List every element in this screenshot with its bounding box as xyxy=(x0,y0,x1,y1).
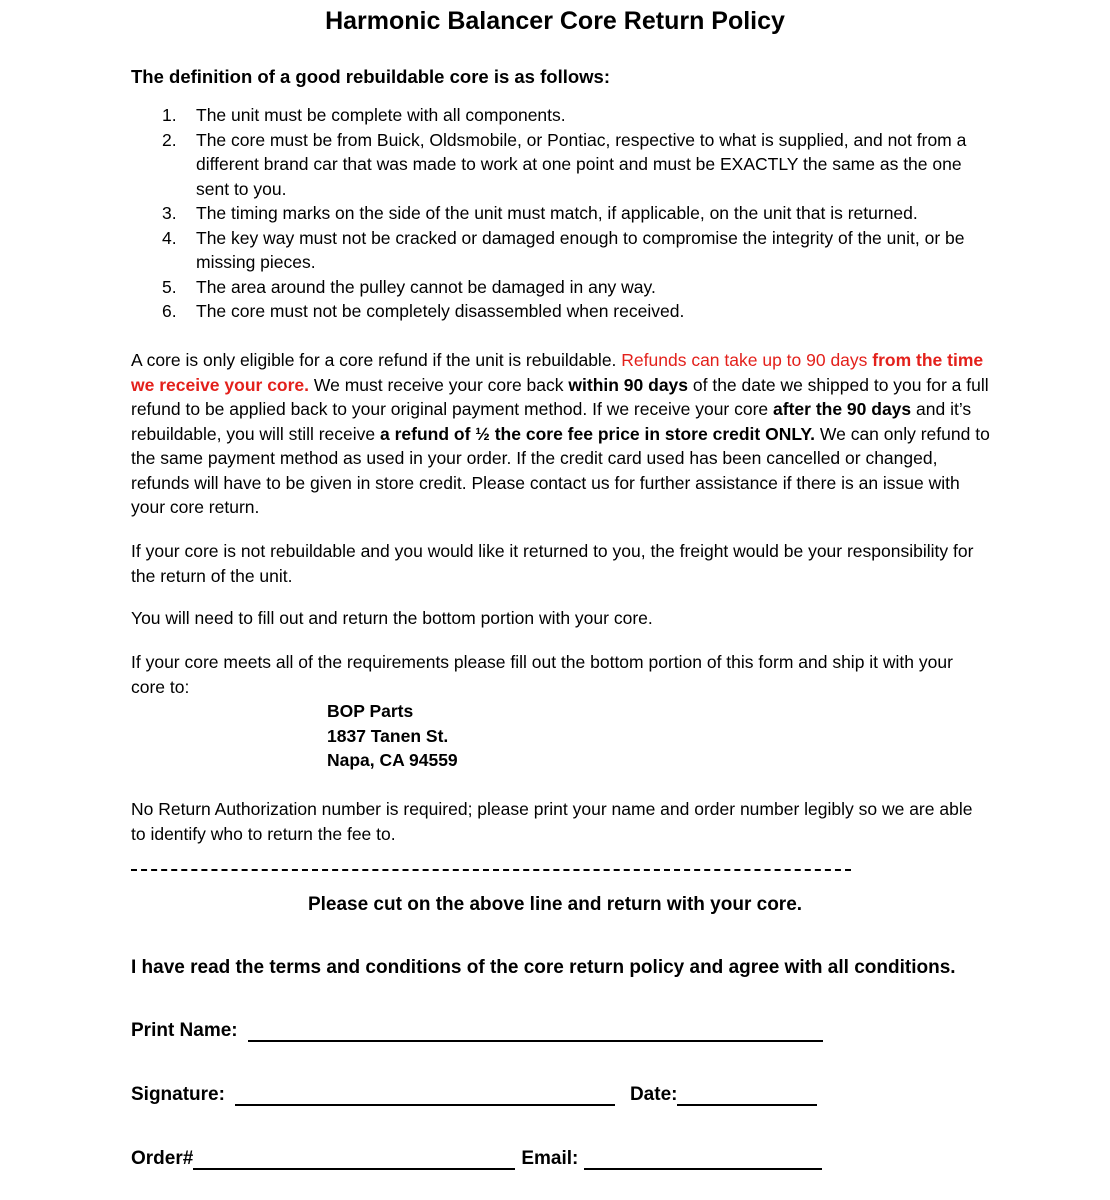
definition-heading: The definition of a good rebuildable core is as follows: xyxy=(131,66,610,87)
signature-row xyxy=(131,1082,817,1108)
no-ra-paragraph: No Return Authorization number is required; please print your name and order number legibly so we are able to identify who to return the fee to. xyxy=(131,799,973,844)
refund-timing-bold-highlight: from the time we receive your core. xyxy=(131,350,984,395)
list-item xyxy=(162,128,992,202)
refund-text: of the date we shipped to you for a full refund to be applied back to your original payment method. If we receive your core xyxy=(131,374,989,419)
refund-paragraph xyxy=(131,348,991,520)
signature-field[interactable] xyxy=(235,1086,615,1106)
print-name-label: Print Name: xyxy=(131,1020,238,1041)
agreement-statement: I have read the terms and conditions of the core return policy and agree with all conditions. xyxy=(131,957,956,978)
refund-timing-highlight: Refunds can take up to 90 days xyxy=(621,350,873,370)
address-city: Napa, CA 94559 xyxy=(327,750,458,770)
item-text: The area around the pulley cannot be damaged in any way. xyxy=(196,276,656,297)
page-title: Harmonic Balancer Core Return Policy xyxy=(325,7,785,35)
cut-line xyxy=(131,869,851,871)
address-name: BOP Parts xyxy=(327,701,414,721)
refund-deadline: within 90 days xyxy=(568,374,689,395)
list-item xyxy=(162,201,992,226)
list-item xyxy=(162,275,992,300)
address-street: 1837 Tanen St. xyxy=(327,725,449,746)
email-label: Email: xyxy=(521,1148,579,1169)
refund-text: A core is only eligible for a core refund if the unit is rebuildable. xyxy=(131,350,622,370)
item-text: The core must be from Buick, Oldsmobile, or Pontiac, respective to what is supplied, and not from a different brand car that was made to work at one point and must be EXACTLY the same as the one sent to you. xyxy=(196,129,967,199)
item-text: The timing marks on the side of the unit must match, if applicable, on the unit that is returned. xyxy=(196,203,918,223)
signature-label: Signature: xyxy=(131,1084,225,1105)
shipping-address xyxy=(327,699,458,773)
order-row xyxy=(131,1146,822,1172)
item-number: 2. xyxy=(162,129,177,150)
order-number-field[interactable] xyxy=(193,1150,515,1170)
refund-late-condition: after the 90 days xyxy=(773,399,912,419)
date-field[interactable] xyxy=(677,1086,817,1106)
item-number: 6. xyxy=(162,301,177,321)
refund-text: We can only refund to the same payment method as used in your order. If the credit card used has been cancelled or changed, refunds will have to be given in store credit. Please contact us for further assistance if there is an issue with your core return. xyxy=(131,423,990,517)
ship-paragraph: If your core meets all of the requirements please fill out the bottom portion of this form and ship it with your core to: xyxy=(131,652,953,697)
order-label: Order# xyxy=(131,1148,194,1169)
item-number: 3. xyxy=(162,203,177,223)
date-label: Date: xyxy=(629,1084,678,1105)
freight-paragraph: If your core is not rebuildable and you would like it returned to you, the freight would be your responsibility for the return of the unit. xyxy=(131,541,974,586)
item-text: The key way must not be cracked or damaged enough to compromise the integrity of the unit, or be missing pieces. xyxy=(196,227,965,272)
cut-note: Please cut on the above line and return with your core. xyxy=(307,894,803,915)
criteria-list xyxy=(162,103,992,324)
item-number: 1. xyxy=(162,105,177,125)
item-text: The core must not be completely disassembled when received. xyxy=(196,301,685,321)
item-text: The unit must be complete with all components. xyxy=(196,105,566,125)
print-name-row xyxy=(131,1018,823,1044)
item-number: 4. xyxy=(162,227,177,248)
bottom-portion-paragraph: You will need to fill out and return the bottom portion with your core. xyxy=(131,608,653,628)
list-item xyxy=(162,226,992,275)
print-name-field[interactable] xyxy=(248,1022,823,1042)
refund-store-credit: a refund of ½ the core fee price in store credit ONLY. xyxy=(380,423,816,444)
email-field[interactable] xyxy=(584,1150,822,1170)
refund-text: We must receive your core back xyxy=(309,374,569,395)
list-item xyxy=(162,103,992,128)
list-item xyxy=(162,299,992,324)
item-number: 5. xyxy=(162,276,177,297)
refund-text: and it’s rebuildable, you will still receive xyxy=(131,399,972,444)
